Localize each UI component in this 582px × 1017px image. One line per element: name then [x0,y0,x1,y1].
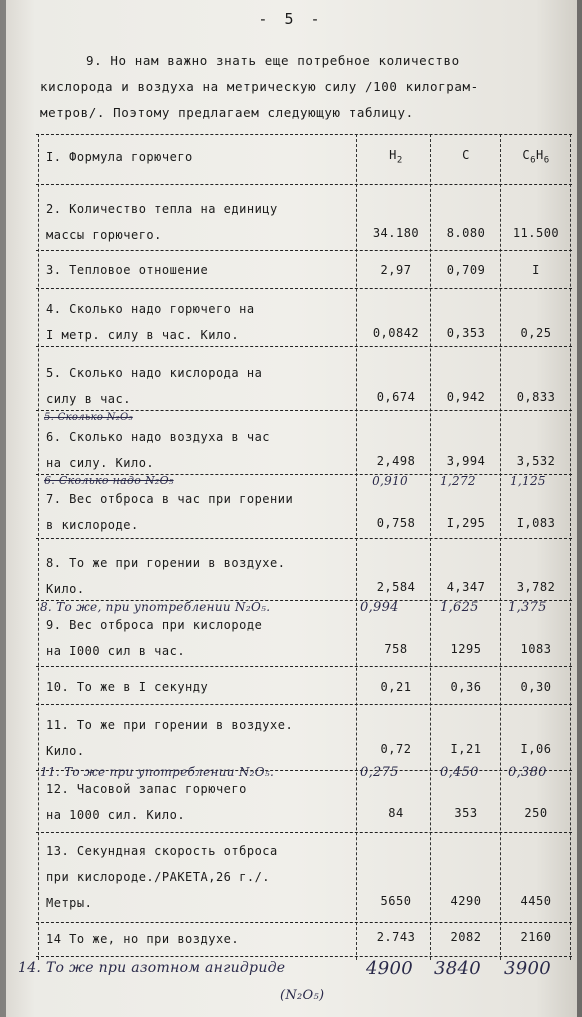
row-label-line: на 1000 сил. Кило. [46,808,186,822]
row-label-line: при кислороде./РАКЕТА,26 г./. [46,870,271,884]
row-label-line: 12. Часовой запас горючего [46,782,247,796]
table-left-border [38,134,39,960]
scan-edge-left [0,0,6,1017]
handwritten-value-c6h6: 0,380 [508,765,547,780]
value-h2: 758 [384,642,408,656]
value-h2: 34.180 [372,226,420,240]
column-divider-2 [430,134,431,960]
value-c: 8.080 [446,226,486,240]
row-label-line: 10. То же в I секунду [46,680,209,694]
rule-1 [36,184,572,185]
header-c: C [462,148,470,162]
row-label-line: 13. Секундная скорость отброса [46,844,278,858]
handwritten-value-c6h6: 1,375 [508,600,547,615]
handwritten-value-h2: 0,994 [360,600,399,615]
value-c: 4290 [450,894,482,908]
value-c: 4,347 [446,580,486,594]
row-label-line: 11. То же при горении в воздухе. [46,718,294,732]
handwritten-value-c6h6: 1,125 [510,474,546,488]
value-c: 353 [454,806,478,820]
row-label-line: 8. То же при горении в воздухе. [46,556,286,570]
rule-7 [36,538,572,539]
handwritten-value-h2: 0,275 [360,765,399,780]
header-c6h6: $C_6H_6$ [522,148,550,166]
handwritten-value-c6h6: 3900 [504,958,552,979]
value-c: 2082 [450,930,482,944]
intro-line-1: 9. Но нам важно знать еще потребное количество [86,53,460,68]
value-c: 0,709 [446,263,486,277]
row-label-line: 3. Тепловое отношение [46,263,209,277]
row-label-line: на I000 сил в час. [46,644,186,658]
value-c6h6: 0,25 [520,326,552,340]
rule-bottom [36,956,572,957]
value-c: I,295 [446,516,486,530]
value-c: 1295 [450,642,482,656]
value-h2: 2,584 [376,580,416,594]
row-label-line: I метр. силу в час. Кило. [46,328,240,342]
value-h2: 0,758 [376,516,416,530]
value-c6h6: 250 [524,806,548,820]
handwritten-note-11: 11. То же при употреблении N₂O₅. [40,765,275,779]
value-c6h6: I,083 [516,516,556,530]
row-label-line: Кило. [46,744,85,758]
handwritten-value-h2: 4900 [366,958,414,979]
value-c6h6: 11.500 [512,226,560,240]
value-h2: 5650 [380,894,412,908]
value-c: 3,994 [446,454,486,468]
row-label-line: 2. Количество тепла на единицу [46,202,278,216]
row-label-line: массы горючего. [46,228,162,242]
value-c6h6: 2160 [520,930,552,944]
rule-13 [36,922,572,923]
value-c6h6: 1083 [520,642,552,656]
value-h2: 0,674 [376,390,416,404]
table-right-border [570,134,571,960]
handwritten-value-c: 1,625 [440,600,479,615]
rule-top [36,134,572,135]
value-h2: 2,97 [380,263,412,277]
value-c6h6: 3,532 [516,454,556,468]
row-label-line: Метры. [46,896,93,910]
handwritten-note-8: 8. То же, при употреблении N₂O₅. [40,600,271,614]
intro-line-2: кислорода и воздуха на метрическую силу /100 килограм- [40,79,479,94]
intro-line-3: метров/. Поэтому предлагаем следующую таблицу. [40,105,414,120]
value-c: 0,942 [446,390,486,404]
header-h2: $H_2$ [389,148,403,166]
value-c6h6: 3,782 [516,580,556,594]
value-h2: 0,0842 [372,326,420,340]
value-h2: 84 [388,806,404,820]
intro-paragraph [40,48,560,126]
handwritten-formula-n2o5: (N₂O₅) [280,988,325,1003]
row-label-line: 14 То же, но при воздухе. [46,932,240,946]
handwritten-value-c: 3840 [434,958,482,979]
value-c: I,21 [450,742,482,756]
column-divider-3 [500,134,501,960]
table-header-row [36,144,576,180]
value-c6h6: 4450 [520,894,552,908]
value-c: 0,353 [446,326,486,340]
value-c6h6: I [532,263,540,277]
handwritten-value-c: 0,450 [440,765,479,780]
handwritten-note-5: 5. Сколько N₂O₅ [44,412,133,423]
handwritten-note-6: 6. Сколько надо N₂O₅ [44,474,174,487]
value-h2: 2.743 [376,930,416,944]
value-c6h6: I,06 [520,742,552,756]
row-label-line: 6. Сколько надо воздуха в час [46,430,271,444]
row-label-line: 7. Вес отброса в час при горении [46,492,294,506]
handwritten-value-h2: 0,910 [372,474,408,488]
row-label-line: силу в час. [46,392,131,406]
rule-3 [36,288,572,289]
rule-12 [36,832,572,833]
row-label-line: 4. Сколько надо горючего на [46,302,255,316]
row-label-line: 9. Вес отброса при кислороде [46,618,263,632]
rule-2 [36,250,572,251]
value-h2: 0,21 [380,680,412,694]
scan-edge-right [577,0,582,1017]
column-divider-1 [356,134,357,960]
handwritten-note-14: 14. То же при азотном ангидриде [18,960,286,976]
value-c6h6: 0,30 [520,680,552,694]
rule-10 [36,704,572,705]
row-label-line: на силу. Кило. [46,456,155,470]
value-h2: 2,498 [376,454,416,468]
row-label-line: Кило. [46,582,85,596]
header-label: I. Формула горючего [46,150,193,164]
row-label-line: 5. Сколько надо кислорода на [46,366,263,380]
value-h2: 0,72 [380,742,412,756]
page-number: - 5 - [258,10,324,28]
value-c: 0,36 [450,680,482,694]
handwritten-value-c: 1,272 [440,474,476,488]
rule-9 [36,666,572,667]
value-c6h6: 0,833 [516,390,556,404]
row-label-line: в кислороде. [46,518,139,532]
